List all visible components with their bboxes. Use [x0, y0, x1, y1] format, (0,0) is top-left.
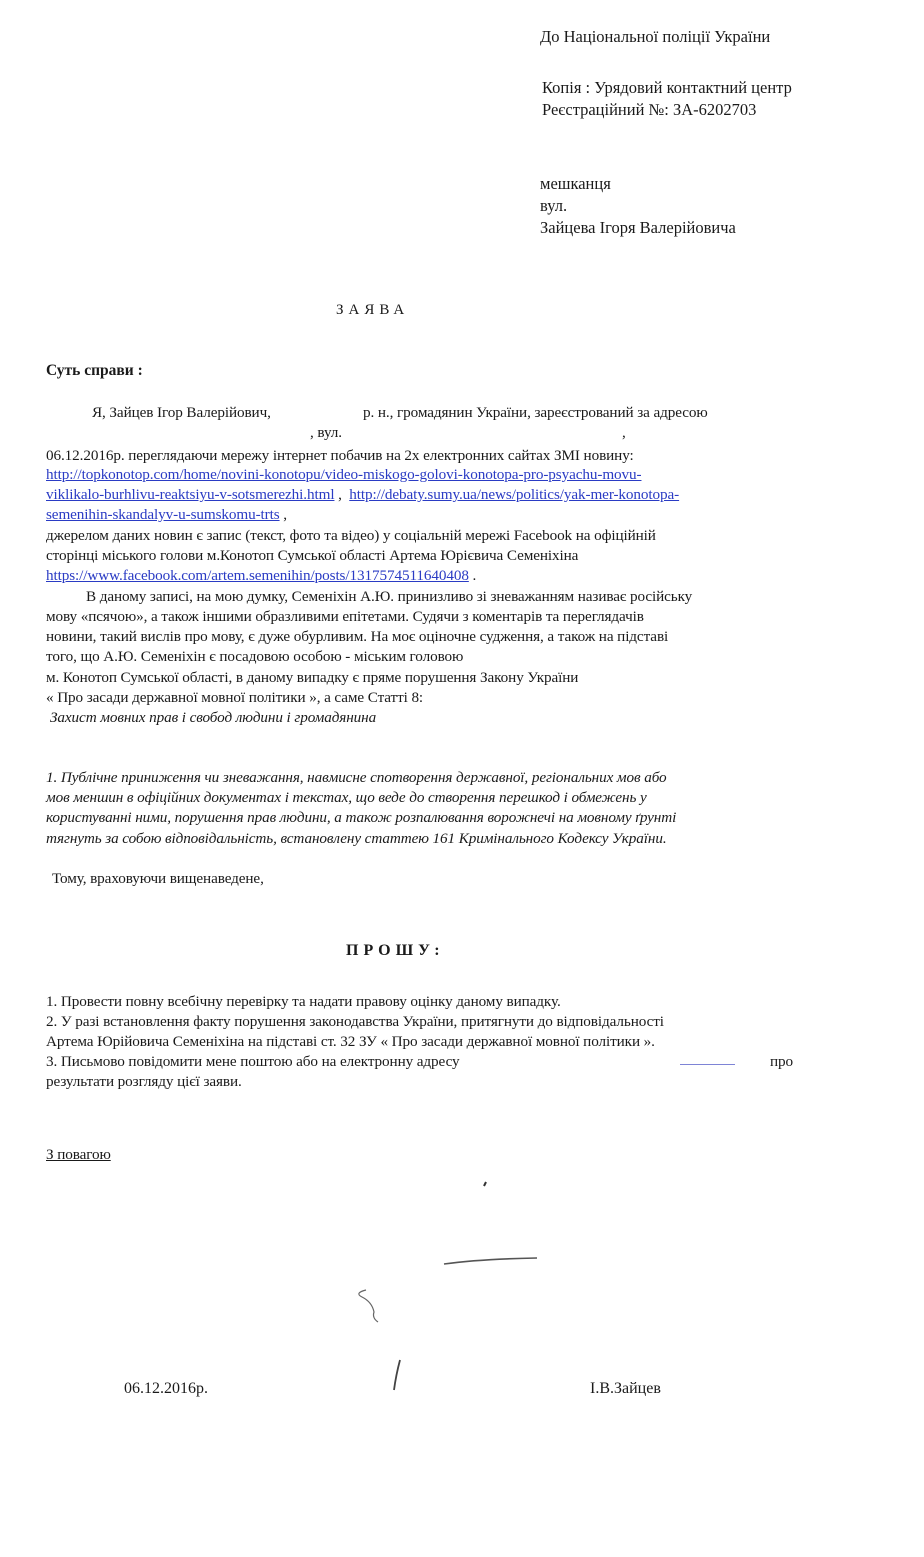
request-title: ПРОШУ: [346, 942, 445, 959]
body-line: р. н., громадянин України, зареєстрований за адресою [363, 404, 708, 421]
signature-stroke [444, 1258, 537, 1264]
body-line: м. Конотоп Сумської області, в даному випадку є пряме порушення Закону України [46, 669, 579, 686]
request-item-1: 1. Провести повну всебічну перевірку та надати правову оцінку даному випадку. [46, 993, 561, 1010]
request-item-3-end: про [770, 1053, 794, 1070]
news-link-1-part-1[interactable]: http://topkonotop.com/home/novini-konotopu/video-miskogo-golovi-konotopa-pro-psyachu-movu- [46, 466, 642, 483]
news-link-2-part-1[interactable]: http://debaty.sumy.ua/news/politics/yak-mer-konotopa- [349, 486, 680, 503]
signature-stroke [394, 1360, 400, 1390]
signature-stroke [484, 1182, 486, 1186]
facebook-post-link[interactable]: https://www.facebook.com/artem.semenihin/posts/1317574511640408 [46, 567, 469, 584]
street-label: вул. [540, 196, 568, 215]
sender-name: Зайцева Ігоря Валерійовича [540, 218, 736, 237]
body-line: сторінці міського голови м.Конотоп Сумської області Артема Юрієвича Семеніхіна [46, 547, 579, 564]
link-end: . [468, 567, 477, 584]
body-line: того, що А.Ю. Семеніхін є посадовою особою - міським головою [46, 648, 464, 665]
body-line: 06.12.2016р. переглядаючи мережу інтернет побачив на 2х електронних сайтах ЗМІ новину: [46, 447, 634, 464]
therefore-line: Тому, враховуючи вищенаведене, [52, 870, 264, 887]
footer-date: 06.12.2016р. [124, 1380, 208, 1397]
body-line: мову «псячою», а також іншими образливими епітетами. Судячи з коментарів та переглядачів [46, 608, 644, 625]
article-line: користуванні ними, порушення прав людини, а також розпалювання ворожнечі на мовному ґрунті [46, 809, 677, 826]
footer-signature-name: І.В.Зайцев [590, 1380, 661, 1397]
body-line: новини, такий вислів про мову, є дуже обурливим. На моє оціночне судження, а також на підставі [46, 628, 669, 645]
registration-number: Реєстраційний №: ЗА-6202703 [542, 100, 757, 119]
article-line: тягнуть за собою відповідальність, встановлену статтею 161 Кримінального Кодексу України. [46, 830, 667, 847]
request-item-2: 2. У разі встановлення факту порушення законодавства України, притягнути до відповідальності [46, 1013, 664, 1030]
body-line: « Про засади державної мовної політики », а саме Статті 8: [46, 689, 424, 706]
essence-label: Суть справи : [46, 362, 143, 379]
link-end: , [279, 506, 287, 523]
copy-line: Копія : Урядовий контактний центр [542, 78, 792, 97]
request-item-3: 3. Письмово повідомити мене поштою або на електронну адресу [46, 1053, 460, 1070]
article-line: мов меншин в офіційних документах і текстах, що веде до створення перешкод і обмежень у [46, 789, 647, 806]
request-item-3-cont: результати розгляду цієї заяви. [46, 1073, 242, 1090]
request-item-2-cont: Артема Юрійовича Семеніхіна на підставі ст. 32 ЗУ « Про засади державної мовної політики ». [46, 1033, 655, 1050]
link-separator: , [334, 486, 350, 503]
recipient: До Національної поліції України [540, 27, 771, 46]
body-line: джерелом даних новин є запис (текст, фото та відео) у соціальній мережі Facebook на офіційній [46, 527, 656, 544]
news-link-2-part-2[interactable]: semenihin-skandalyv-u-sumskomu-trts [46, 506, 280, 523]
body-line: , [622, 424, 626, 441]
article-title: Захист мовних прав і свобод людини і громадянина [50, 709, 377, 726]
body-line: , вул. [310, 424, 342, 441]
signature-stroke [359, 1290, 378, 1322]
closing: З повагою [46, 1146, 111, 1163]
applicant-name: Я, Зайцев Ігор Валерійович, [92, 404, 271, 421]
article-line: 1. Публічне приниження чи зневажання, навмисне спотворення державної, регіональних мов або [46, 769, 667, 786]
body-line: В даному записі, на мою думку, Семеніхін А.Ю. принизливо зі зневажанням називає російську [86, 588, 693, 605]
resident-label: мешканця [540, 174, 611, 193]
news-link-1-part-2[interactable]: viklikalo-burhlivu-reaktsiyu-v-sotsmerezhi.html [46, 486, 335, 503]
document-title: ЗАЯВА [336, 302, 410, 318]
